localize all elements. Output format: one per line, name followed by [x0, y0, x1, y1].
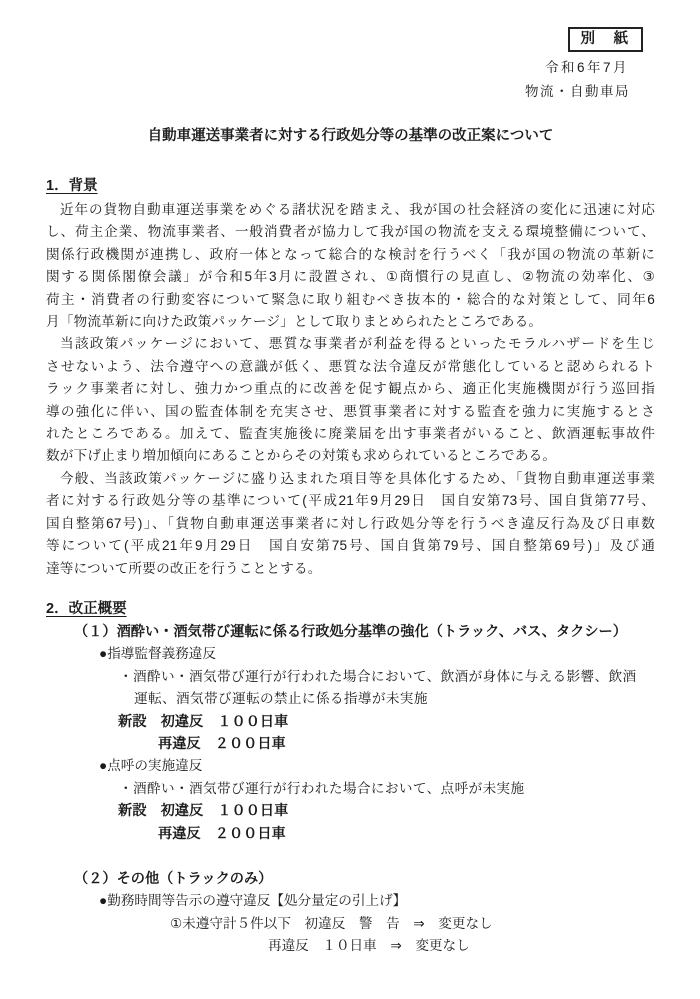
subsection1-heading: （１）酒酔い・酒気帯び運転に係る行政処分基準の強化（トラック、バス、タクシー）	[74, 623, 627, 640]
paragraph-line: 達等について所要の改正を行うこととする。	[46, 560, 322, 576]
penalty-change-item: 再違反 １０日車 ⇒ 変更なし	[268, 938, 470, 954]
paragraph-line: 当該政策パッケージにおいて、悪質な事業者が利益を得るといったモラルハザードを生じ	[60, 336, 655, 352]
paragraph-line: 関する関係閣僚会議」が令和5年3月に設置され、①商慣行の見直し、②物流の効率化、③	[46, 269, 655, 285]
penalty-repeat-violation: 再違反 ２００日車	[158, 825, 286, 842]
paragraph-line: 関係行政機関が連携し、政府一体となって総合的な検討を行うべく「我が国の物流の革新に	[46, 246, 655, 262]
paragraph-line: 国自整第67号)」、「貨物自動車運送事業者に対し行政処分等を行うべき違反行為及び日車数	[46, 515, 655, 531]
section-revision-outline	[46, 599, 655, 958]
paragraph-line: れたところである。加えて、監査実施後に廃業届を出す事業者がいること、飲酒運転事故件	[46, 426, 655, 442]
subsection2-heading: （２）その他（トラックのみ）	[74, 870, 273, 887]
paragraph-line: 近年の貨物自動車運送事業をめぐる諸状況を踏まえ、我が国の社会経済の変化に迅速に対応	[60, 202, 655, 217]
bullet-supervision-violation: ●指導監督義務違反	[99, 646, 216, 662]
document-date: 令和6年7月	[544, 60, 629, 75]
bullet-rollcall-violation: ●点呼の実施違反	[99, 758, 203, 774]
violation-description-line: ・酒酔い・酒気帯び運行が行われた場合において、点呼が未実施	[119, 780, 525, 796]
penalty-repeat-violation: 再違反 ２００日車	[158, 735, 286, 752]
section2-heading: 2．改正概要	[46, 600, 127, 617]
paragraph-line: し、荷主企業、物流事業者、一般消費者が協力して我が国の物流を支える環境整備について、	[46, 224, 655, 240]
background-paragraphs	[46, 199, 655, 580]
violation-description-line: 運転、酒気帯び運転の禁止に係る指導が未実施	[134, 691, 428, 707]
penalty-change-item: ①未遵守計５件以下 初違反 警 告 ⇒ 変更なし	[170, 915, 493, 931]
attachment-label-box: 別 紙	[568, 27, 644, 52]
section1-heading: 1．背景	[46, 178, 98, 194]
issuing-department: 物流・自動車局	[525, 84, 630, 99]
document-title: 自動車運送事業者に対する行政処分等の基準の改正案について	[147, 128, 554, 144]
paragraph-line: 導の強化に伴い、国の監査体制を充実させ、悪質事業者に対する監査を強力に実施するとさ	[46, 403, 655, 419]
violation-description-line: ・酒酔い・酒気帯び運行が行われた場合において、飲酒が身体に与える影響、飲酒	[119, 668, 637, 684]
paragraph-line: 数が下げ止まり増加傾向にあることからその対策も求められているところである。	[46, 448, 557, 464]
penalty-first-violation: 新設 初違反 １００日車	[118, 713, 289, 730]
paragraph-line: させないよう、法令遵守への意識が低く、悪質な法令違反が常態化していると認められるト	[46, 358, 655, 374]
document-header	[46, 27, 655, 101]
paragraph-line: 者に対する行政処分等の基準について(平成21年9月29日 国自安第73号、国自貨第77号、	[46, 493, 655, 509]
bullet-working-hours-violation: ●勤務時間等告示の遵守違反【処分量定の引上げ】	[99, 893, 407, 909]
section-background	[46, 176, 655, 580]
paragraph-line: ラック事業者に対し、強力かつ重点的に改善を促す観点から、適正化実施機関が行う巡回指	[46, 381, 655, 397]
paragraph-line: 今般、当該政策パッケージに盛り込まれた項目等を具体化するため、「貨物自動車運送事業	[60, 470, 655, 486]
paragraph-line: 月「物流革新に向けた政策パッケージ」として取りまとめられたところである。	[46, 314, 543, 330]
penalty-first-violation: 新設 初違反 １００日車	[118, 803, 289, 820]
paragraph-line: 等について(平成21年9月29日 国自安第75号、国自貨第79号、国自整第69号)」及び通	[46, 538, 655, 554]
paragraph-line: 荷主・消費者の行動変容について緊急に取り組むべき抜本的・総合的な対策として、同年6	[46, 291, 655, 307]
subsection2-other	[46, 868, 655, 958]
